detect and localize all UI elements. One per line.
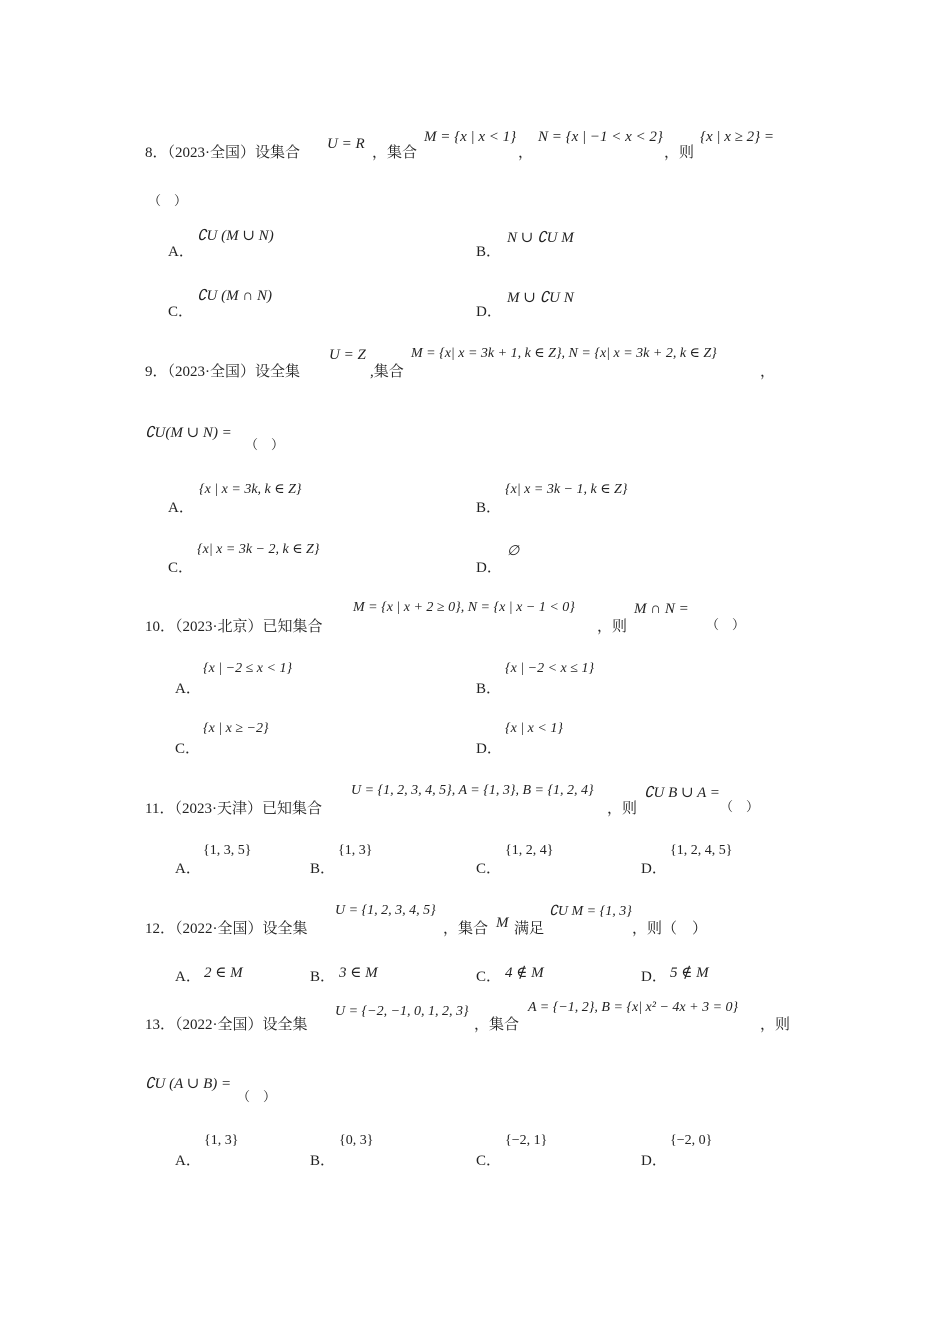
option-value: {x | −2 < x ≤ 1}: [505, 661, 595, 676]
question-11-stem: 11．（2023·天津）已知集合: [145, 801, 322, 817]
option-value: N ∪ ∁U M: [507, 230, 574, 246]
question-10-stem: 10．（2023·北京）已知集合: [145, 619, 323, 635]
option-value: ∅: [507, 544, 520, 559]
option-value: 3 ∈ M: [339, 965, 378, 981]
question-13-text: ，集合: [474, 1017, 520, 1033]
question-9-text: ，: [760, 364, 776, 380]
option-value: 2 ∈ M: [204, 965, 243, 981]
option-label: A．: [175, 1153, 201, 1169]
option-label: C．: [476, 861, 502, 877]
question-9-stem: 9．（2023·全国）设全集: [145, 364, 300, 380]
option-value: {1, 3, 5}: [203, 843, 252, 858]
option-value: {1, 2, 4, 5}: [670, 843, 733, 858]
option-label: A．: [175, 681, 201, 697]
question-13-math-u: U = {−2, −1, 0, 1, 2, 3}: [335, 1004, 469, 1019]
option-label: D．: [641, 969, 667, 985]
option-label: C．: [175, 741, 201, 757]
option-label: A．: [175, 861, 201, 877]
option-value: {1, 3}: [338, 843, 373, 858]
question-9-math-target: ∁U(M ∪ N) =: [145, 425, 232, 441]
option-label: B．: [310, 861, 336, 877]
option-value: {x | −2 ≤ x < 1}: [203, 661, 293, 676]
option-label: D．: [641, 1153, 667, 1169]
question-8-math-u: U = R: [327, 136, 365, 152]
question-10-text: ，则: [597, 619, 628, 635]
question-12-text: 满足: [514, 921, 545, 937]
option-label: D．: [476, 304, 502, 320]
option-value: {x | x ≥ −2}: [203, 721, 269, 736]
question-10-paren: （ ）: [706, 617, 746, 632]
option-label: C．: [168, 560, 194, 576]
option-label: B．: [476, 500, 502, 516]
option-value: {−2, 1}: [505, 1133, 548, 1148]
option-value: M ∪ ∁U N: [507, 290, 574, 306]
question-11-text: ，则: [607, 801, 638, 817]
question-12-math-m: M: [496, 915, 509, 931]
question-13-text: ，则: [760, 1017, 791, 1033]
question-8-text: ，集合: [372, 145, 418, 161]
question-12-math-u: U = {1, 2, 3, 4, 5}: [335, 903, 436, 918]
option-label: A．: [175, 969, 201, 985]
question-12-math-target: ∁U M = {1, 3}: [549, 904, 632, 919]
option-label: D．: [476, 560, 502, 576]
question-11-math-sets: U = {1, 2, 3, 4, 5}, A = {1, 3}, B = {1, 2, 4}: [351, 783, 594, 798]
option-label: A．: [168, 244, 194, 260]
question-8-math-m: M = {x | x < 1}: [424, 129, 517, 145]
question-9-paren: （ ）: [245, 437, 285, 452]
question-10-math-target: M ∩ N =: [634, 601, 689, 617]
option-value: 4 ∉ M: [505, 965, 544, 981]
question-8-math-target: {x | x ≥ 2} =: [700, 129, 775, 145]
option-label: C．: [168, 304, 194, 320]
question-8-math-n: N = {x | −1 < x < 2}: [538, 129, 663, 145]
option-value: {1, 2, 4}: [505, 843, 554, 858]
option-value: {x| x = 3k − 1, k ∈ Z}: [505, 482, 628, 497]
question-11-math-target: ∁U B ∪ A =: [644, 785, 720, 801]
question-13-stem: 13．（2022·全国）设全集: [145, 1017, 308, 1033]
option-label: C．: [476, 969, 502, 985]
option-label: B．: [476, 681, 502, 697]
option-label: B．: [310, 1153, 336, 1169]
question-8-stem: 8．（2023·全国）设集合: [145, 145, 300, 161]
question-11-paren: （ ）: [720, 799, 760, 814]
question-10-math-sets: M = {x | x + 2 ≥ 0}, N = {x | x − 1 < 0}: [353, 600, 575, 615]
option-value: {x| x = 3k − 2, k ∈ Z}: [197, 542, 320, 557]
question-8-text: ，: [518, 145, 534, 161]
option-value: 5 ∉ M: [670, 965, 709, 981]
option-label: C．: [476, 1153, 502, 1169]
question-12-text: ，则（ ）: [632, 921, 708, 937]
option-label: B．: [476, 244, 502, 260]
option-label: D．: [476, 741, 502, 757]
option-label: B．: [310, 969, 336, 985]
question-13-math-sets: A = {−1, 2}, B = {x| x² − 4x + 3 = 0}: [528, 1000, 739, 1015]
question-9-math-u: U = Z: [329, 347, 366, 363]
question-13-math-target: ∁U (A ∪ B) =: [145, 1076, 232, 1092]
option-value: {x | x = 3k, k ∈ Z}: [199, 482, 302, 497]
question-9-math-sets: M = {x| x = 3k + 1, k ∈ Z}, N = {x| x = 3k + 2, k ∈ Z}: [411, 346, 717, 361]
question-9-text: ,集合: [370, 364, 404, 380]
option-value: ∁U (M ∩ N): [197, 288, 272, 304]
question-12-stem: 12．（2022·全国）设全集: [145, 921, 308, 937]
question-8-text: ，则: [664, 145, 695, 161]
option-label: A．: [168, 500, 194, 516]
option-value: {0, 3}: [339, 1133, 374, 1148]
option-value: {x | x < 1}: [505, 721, 563, 736]
option-value: {1, 3}: [204, 1133, 239, 1148]
option-value: ∁U (M ∪ N): [197, 228, 274, 244]
question-8-paren: （ ）: [148, 193, 188, 208]
question-12-text: ，集合: [443, 921, 489, 937]
option-value: {−2, 0}: [670, 1133, 713, 1148]
option-label: D．: [641, 861, 667, 877]
question-13-paren: （ ）: [237, 1089, 277, 1104]
